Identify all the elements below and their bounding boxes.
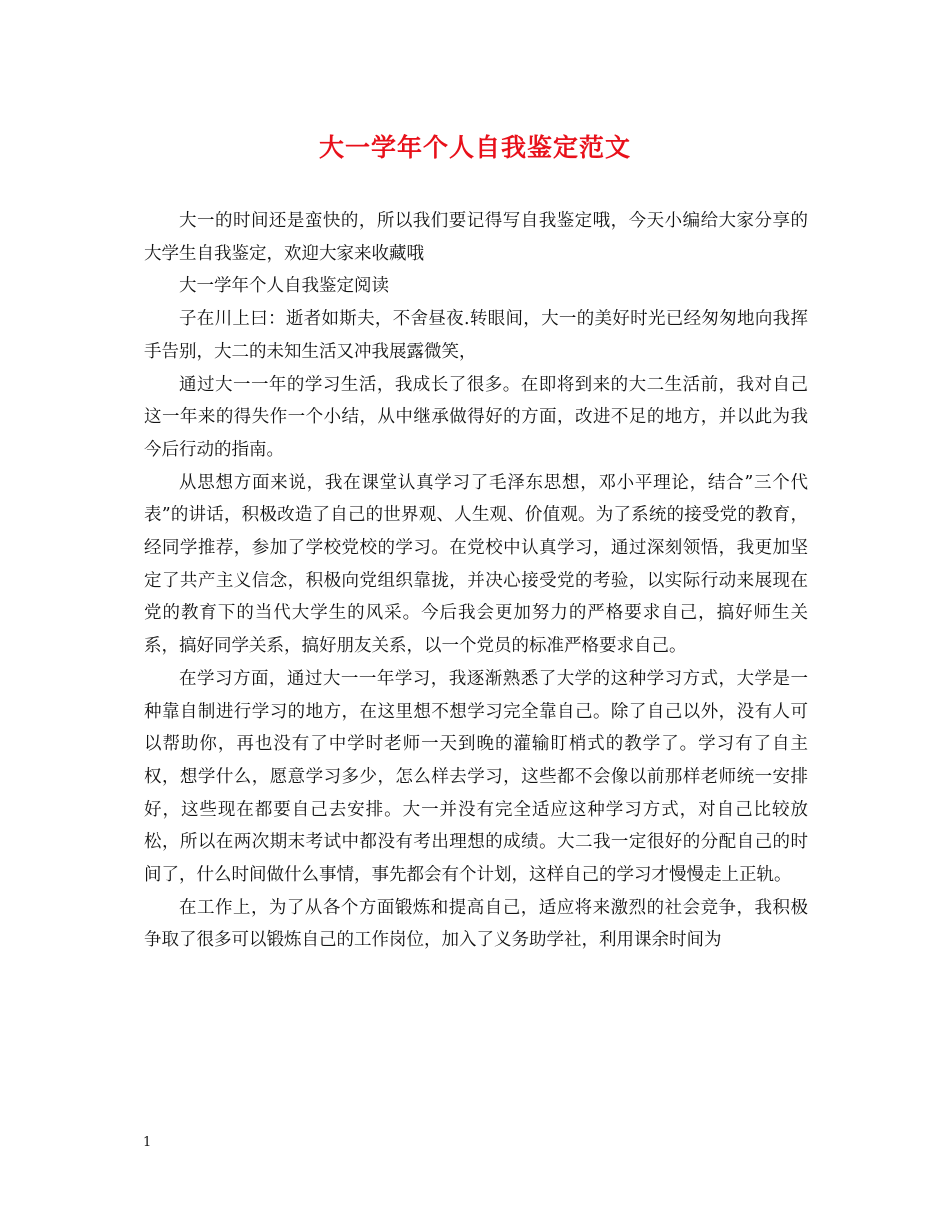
page-number: 1 xyxy=(143,1135,152,1150)
paragraph-summary: 通过大一一年的学习生活，我成长了很多。在即将到来的大二生活前，我对自己这一年来的得失作一个小结，从中继承做得好的方面，改进不足的地方，并以此为我今后行动的指南。 xyxy=(144,374,808,460)
document-body xyxy=(144,205,808,957)
paragraph-intro: 大一的时间还是蛮快的，所以我们要记得写自我鉴定哦，今天小编给大家分享的大学生自我鉴定，欢迎大家来收藏哦 xyxy=(144,211,808,264)
paragraph-opening: 子在川上曰：逝者如斯夫，不舍昼夜.转眼间，大一的美好时光已经匆匆地向我挥手告别，大二的未知生活又冲我展露微笑， xyxy=(144,309,808,362)
paragraph-study: 在学习方面，通过大一一年学习，我逐渐熟悉了大学的这种学习方式，大学是一种靠自制进行学习的地方，在这里想不想学习完全靠自己。除了自己以外，没有人可以帮助你，再也没有了中学时老师一天到晚的灌输盯梢式的教学了。学习有了自主权，想学什么，愿意学习多少，怎么样去学习，这些都不会像以前那样老师统一安排好，这些现在都要自己去安排。大一并没有完全适应这种学习方式，对自己比较放松，所以在两次期末考试中都没有考出理想的成绩。大二我一定很好的分配自己的时间了，什么时间做什么事情，事先都会有个计划，这样自己的学习才慢慢走上正轨。 xyxy=(144,668,808,886)
document-title: 大一学年个人自我鉴定范文 xyxy=(318,133,631,162)
paragraph-subheading: 大一学年个人自我鉴定阅读 xyxy=(179,276,389,297)
paragraph-ideology: 从思想方面来说，我在课堂认真学习了毛泽东思想，邓小平理论，结合”三个代表”的讲话，积极改造了自己的世界观、人生观、价值观。为了系统的接受党的教育，经同学推荐，参加了学校党校的学习。在党校中认真学习，通过深刻领悟，我更加坚定了共产主义信念，积极向党组织靠拢，并决心接受党的考验，以实际行动来展现在党的教育下的当代大学生的风采。今后我会更加努力的严格要求自己，搞好师生关系，搞好同学关系，搞好朋友关系，以一个党员的标准严格要求自己。 xyxy=(144,472,808,657)
paragraph-work: 在工作上，为了从各个方面锻炼和提高自己，适应将来激烈的社会竞争，我积极争取了很多可以锻炼自己的工作岗位，加入了义务助学社，利用课余时间为 xyxy=(144,897,808,951)
